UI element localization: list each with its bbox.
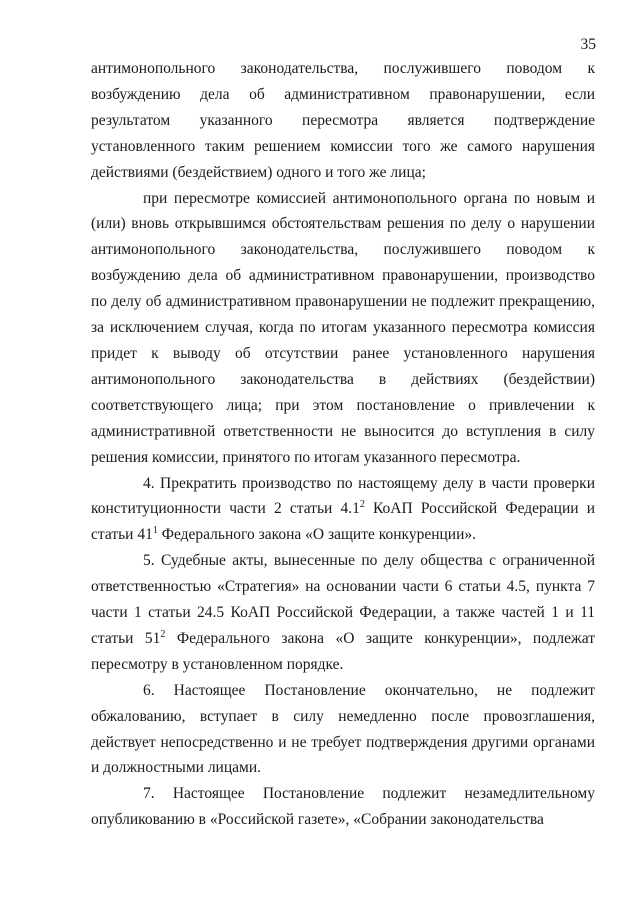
paragraph (91, 781, 595, 833)
paragraph (91, 678, 595, 782)
text-segment: 5. Судебные акты, вынесенные по делу общества с ограниченной ответственностью «Стратегия» на основании части 6 статьи 4.5, пункта 7 части 1 статьи 24.5 КоАП Российской Федерации, а также частей 1 и 11 статьи 51 (91, 552, 595, 647)
text-segment: 4. Прекратить производство по настоящему делу в части проверки конституционности части 2 статьи 4.1 (91, 474, 595, 518)
superscript: 2 (160, 628, 166, 640)
text-segment: Федерального закона «О защите конкуренции», подлежат пересмотру в установленном порядке. (91, 629, 595, 673)
paragraph (91, 186, 595, 471)
paragraph (91, 548, 595, 678)
paragraph (91, 471, 595, 549)
text-segment: Федерального закона «О защите конкуренции». (157, 526, 477, 544)
text-segment: при пересмотре комиссией антимонопольного органа по новым и (или) вновь открывшимся обстоятельствам решения по делу о нарушении антимонопольного законодательства, послужившего поводом к возбуждению дела об административном правонарушении, производство по делу об административном правонарушении не подлежит прекращению, за исключением случая, когда по итогам указанного пересмотра комиссия придет к выводу об отсутствии ранее установленного нарушения антимонопольного законодательства в действиях (бездействии) соответствующего лица; при этом постановление о привлечении к административной ответственности не выносится до вступления в силу решения комиссии, принятого по итогам указанного пересмотра. (91, 189, 595, 466)
text-segment: антимонопольного законодательства, послужившего поводом к возбуждению дела об административном правонарушении, если результатом указанного пересмотра является подтверждение установленного таким решением комиссии того же самого нарушения действиями (бездействием) одного и того же лица; (91, 60, 595, 181)
text-segment: 6. Настоящее Постановление окончательно, не подлежит обжалованию, вступает в силу немедленно после провозглашения, действует непосредственно и не требует подтверждения другими органами и должностными лицами. (91, 681, 595, 777)
superscript: 1 (152, 525, 158, 537)
text-segment: 7. Настоящее Постановление подлежит незамедлительному опубликованию в «Российской газете», «Собрании законодательства (91, 785, 595, 829)
paragraph (91, 56, 595, 186)
text-segment: КоАП Российской Федерации и статьи 41 (91, 500, 595, 544)
page-number: 35 (580, 36, 596, 53)
superscript: 2 (359, 499, 365, 511)
document-body (91, 56, 595, 833)
